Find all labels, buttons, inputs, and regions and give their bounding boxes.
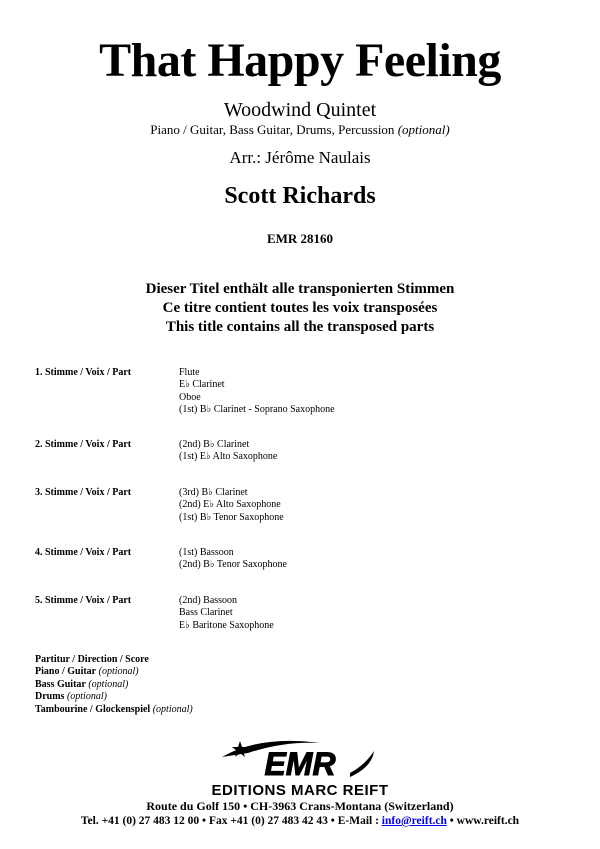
instrument: (2nd) B♭ Tenor Saxophone [179, 559, 287, 571]
extra-part-bass-guitar: Bass Guitar (optional) [35, 678, 129, 690]
svg-text:EDITIONS MARC REIFT: EDITIONS MARC REIFT [211, 782, 389, 799]
notice-german: Dieser Titel enthält alle transponierten Stimmen [145, 281, 455, 297]
instrument: (2nd) Bassoon [179, 595, 238, 606]
part-5-label: 5. Stimme / Voix / Part [35, 595, 132, 606]
svg-text:EMR: EMR [264, 746, 336, 782]
part-2-instruments [179, 439, 277, 464]
instrumentation-main: Piano / Guitar, Bass Guitar, Drums, Percussion [150, 122, 395, 137]
composer: Scott Richards [224, 183, 376, 209]
instrument: (1st) B♭ Tenor Saxophone [179, 511, 284, 523]
publisher-contact [0, 814, 600, 828]
ensemble-subtitle: Woodwind Quintet [223, 99, 377, 121]
instrumentation-optional: (optional) [397, 122, 450, 137]
extra-parts-list [35, 654, 193, 716]
part-1-label: 1. Stimme / Voix / Part [35, 367, 132, 378]
email-link[interactable]: info@reift.ch [381, 815, 447, 827]
part-3-label: 3. Stimme / Voix / Part [35, 487, 132, 498]
instrument: Oboe [179, 391, 201, 403]
instrument: (2nd) B♭ Clarinet [179, 439, 250, 450]
extra-part-score: Partitur / Direction / Score [35, 654, 149, 665]
score-title: That Happy Feeling [99, 34, 501, 87]
contact-website: • www.reift.ch [446, 815, 520, 827]
part-1-instruments [179, 367, 335, 416]
instrument: (1st) E♭ Alto Saxophone [179, 451, 278, 463]
notice-english: This title contains all the transposed parts [165, 319, 435, 335]
instrument: E♭ Baritone Saxophone [179, 619, 274, 631]
publisher-logo [200, 737, 400, 799]
transposed-parts-notice [0, 280, 600, 337]
notice-french: Ce titre contient toutes les voix transposées [162, 300, 438, 316]
contact-phone-fax: Tel. +41 (0) 27 483 12 00 • Fax +41 (0) 27 483 42 43 • E-Mail : [80, 815, 382, 827]
extra-part-drums: Drums (optional) [35, 691, 107, 703]
part-2-label: 2. Stimme / Voix / Part [35, 439, 132, 450]
instrument: E♭ Clarinet [179, 379, 225, 391]
instrument: Flute [179, 367, 200, 378]
publisher-address: Route du Golf 150 • CH-3963 Crans-Montana (Switzerland) [146, 799, 454, 813]
part-4-instruments [179, 547, 287, 572]
instrument: (2nd) E♭ Alto Saxophone [179, 499, 281, 511]
instrument: Bass Clarinet [179, 607, 233, 619]
instrumentation-line [0, 122, 600, 138]
instrument: (1st) Bassoon [179, 547, 234, 558]
part-5-instruments [179, 595, 274, 632]
extra-part-piano-guitar: Piano / Guitar (optional) [35, 666, 139, 678]
extra-part-percussion: Tambourine / Glockenspiel (optional) [35, 703, 193, 715]
part-4-label: 4. Stimme / Voix / Part [35, 547, 132, 558]
arranger: Arr.: Jérôme Naulais [229, 148, 371, 167]
part-3-instruments [179, 487, 284, 524]
instrument: (1st) B♭ Clarinet - Soprano Saxophone [179, 403, 335, 415]
instrument: (3rd) B♭ Clarinet [179, 487, 248, 498]
catalog-code: EMR 28160 [266, 231, 334, 246]
